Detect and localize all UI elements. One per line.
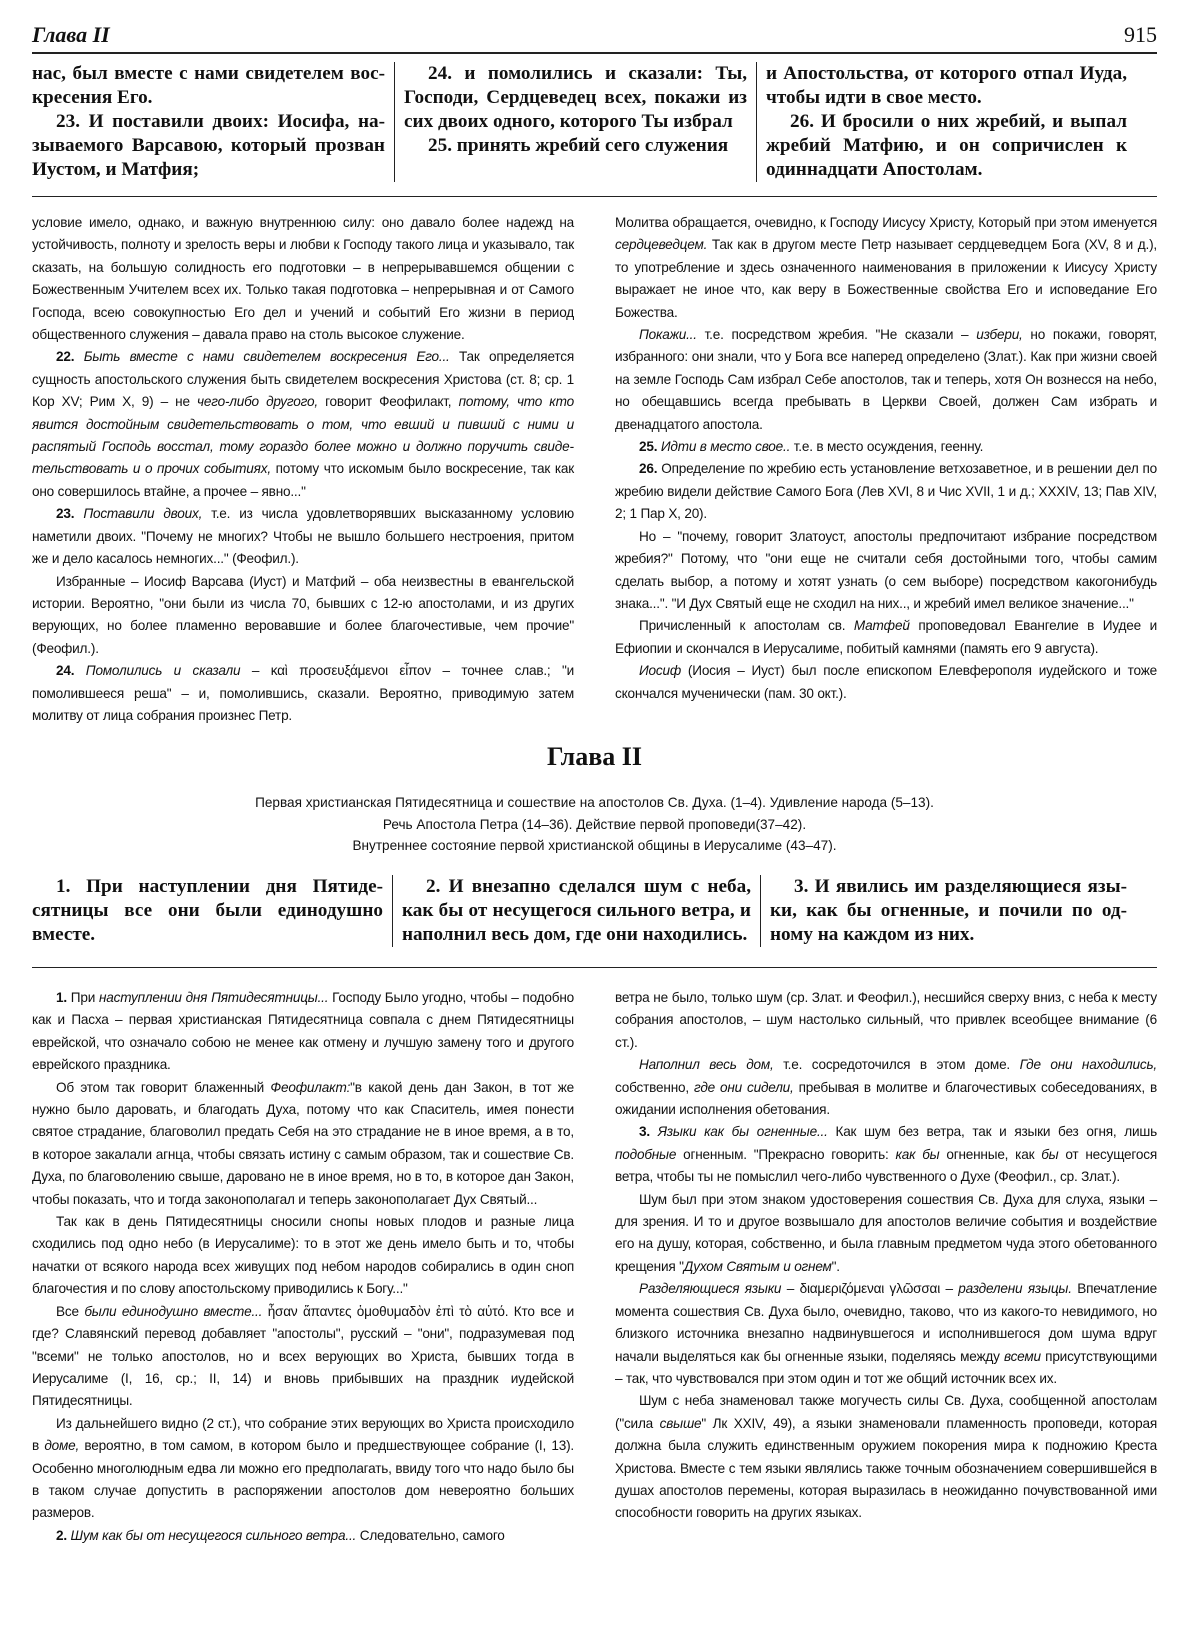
commentary-paragraph: 3. Языки как бы огненные... Как шум без ветра, так и языки без огня, лишь подобные огненным. "Прекрасно говорить: как бы огненные, как бы от несущегося ветра, чтобы ты не помыслил чего-либо чувственного о Духе (Феофил., ср. Злат.). — [615, 1124, 1158, 1185]
verse-text: 24. и помолились и сказали: Ты, Господи, Сердцеведец всех, покажи из сих двоих одного, которого Ты избрал — [404, 63, 747, 132]
commentary-paragraph: Шум был при этом знаком удостоверения сошествия Св. Духа для слуха, языки – для зрения. И то и другое возвышало для апостолов величие события и воздействие его на душу, которая, собственно, и была главным предметом чуда этого обетованного крещения "Духом Святым и огнем". — [615, 1191, 1157, 1274]
commentary-paragraph: ветра не было, только шум (ср. Злат. и Феофил.), несшийся сверху вниз, с неба к месту собрания апостолов, – шум настолько сильный, что привлек всеобщее внимание (6 ст.). — [615, 990, 1157, 1050]
commentary-paragraph: 24. Помолились и сказали – καὶ προσευξάμενοι εἶπον – точнее слав.; "и помолившееся реша" – и, помолившись, сказали. Вероятно, приводимую затем молитву от лица собрания произнес Петр. — [32, 663, 575, 723]
commentary-paragraph: Так как в день Пятидесятницы сносили снопы новых плодов и разные лица сходились под одно небо (в Иерусалиме): то в этот же день имело быть и то, чтобы начатки от всякого народа всех живущих под небом народов собирались в один сноп благочестия и по слову апостольскому приводились к Богу..." — [32, 1214, 574, 1297]
chapter-verse-block — [32, 875, 1157, 947]
commentary-paragraph: Разделяющиеся языки – διαμεριζόμεναι γλῶσσαι – разделени языцы. Впечатление момента сошествия Св. Духа было, очевидно, таково, что из какого-то невидимого, но близкого источника внезапно надвинувшегося и исполнившегося дом шума вдруг начали выделяться как бы огненные языки, поделяясь между всеми присутствующими – так, что чувствовался при этом один и тот же общий источник всех их. — [615, 1281, 1158, 1386]
commentary-paragraph: Молитва обращается, очевидно, к Господу Иисусу Христу, Который при этом именуется сердцеведцем. Так как в другом месте Петр называет сердцеведцем Бога (XV, 8 и д.), то употребление и здесь означенного наименования в приложении к Иисусу Христу выражает не иное что, как веру в Божественные свойства Его и исповедание Его Божества. — [615, 215, 1157, 320]
verse-column — [760, 875, 1127, 947]
chapter-heading: Глава II — [547, 742, 642, 771]
commentary-paragraph: Из дальнейшего видно (2 ст.), что собрание этих верующих во Христа происходило в доме, вероятно, в том самом, в котором было и предшествующее собрание (I, 13). Особенно многолюдным едва ли можно его предполагать, ввиду того что надо было бы в таком случае допустить в распоряжении апостолов дом невероятно больших размеров. — [32, 1415, 574, 1521]
commentary-column — [615, 212, 1157, 727]
chapter-summary-line: Речь Апостола Петра (14–36). Действие первой проповеди(37–42). — [382, 816, 807, 832]
commentary-paragraph: Избранные – Иосиф Варсава (Иуст) и Матфий – оба неизвестны в евангельской истории. Вероятно, "они были из числа 70, бывших с 12-ю апостолами, и из других верующих, но более пламенно веровавшие и более благочестивые, чем прочие" (Феофил.). — [32, 573, 574, 656]
chapter-commentary — [32, 987, 1157, 1547]
commentary-column — [615, 987, 1157, 1547]
commentary-paragraph: 26. Определение по жребию есть установление ветхозаветное, и в решении дел по жребию видели действие Самого Бога (Лев XVI, 8 и Чис XVII, 1 и д.; XXXIV, 13; Пав XIV, 2; 1 Пар X, 20). — [615, 461, 1157, 522]
commentary-paragraph: Об этом так говорит блаженный Феофилакт:"в какой день дан Закон, в тот же нужно было даровать, и благодать Духа, потому что как Спаситель, имея понести святое страдание, благоволил предать Себя на это страдание не в иное время, а в то, в которое закалали агнца, чтобы связать истину с самым образом, так и сошествие Св. Духа, по благоволению свыше, даровано не в иное время, но в то, в которое дан Закон, чтобы показать, что и тогда законополагал и теперь законополагает Дух Святый... — [32, 1079, 574, 1207]
commentary-paragraph: Но – "почему, говорит Златоуст, апостолы предпочитают избрание посредством жребия?" Потому, что "они еще не считали себя достойными того, чтобы самим сделать выбор, а потому и хотят узнать (о сем выборе) посредством какогонибудь знака...". "И Дух Святый еще не сходил на них.., и жребий имел великое значение..." — [615, 528, 1157, 611]
top-verse-block — [32, 62, 1157, 182]
verse-column — [394, 62, 756, 182]
verse-column — [756, 62, 1127, 182]
verse-text: нас, был вместе с нами свидетелем воскресения Его. — [32, 63, 385, 108]
page-number: 915 — [1124, 22, 1157, 47]
verse-column — [32, 875, 392, 947]
commentary-paragraph: Шум с неба знаменовал также могучесть силы Св. Духа, сообщенной апостолам ("сила свыше" Лк XXIV, 49), а языки знаменовали пламенность проповеди, которая должна была служить единственным оружием покорения мира к подножию Креста Христова. Вместе с тем языки являлись также точным обозначением совершившейся в душах апостолов перемены, которая выразилась в неожиданно почувствованной ими способности говорить на других языках. — [615, 1393, 1157, 1521]
verse-text: 23. И поставили двоих: Иосифа, называемого Варсавою, который прозван Иустом, и Матфия; — [32, 111, 385, 180]
verse-text: 25. принять жребий сего служения — [428, 135, 729, 156]
commentary-column — [32, 212, 574, 727]
verse-text: 1. При наступлении дня Пятидесятницы все они были единодушно вместе. — [32, 876, 383, 945]
commentary-paragraph: Наполнил весь дом, т.е. сосредоточился в этом доме. Где они находились, собственно, где они сидели, пребывая в молитве и благочестивых собеседованиях, в ожидании исполнения обетования. — [615, 1057, 1158, 1118]
divider-rule — [32, 196, 1157, 197]
verse-text: 2. И внезапно сделался шум с неба, как бы от несущегося сильного ветра, и наполнил весь дом, где они находились. — [402, 876, 751, 945]
verse-column — [392, 875, 760, 947]
top-commentary — [32, 212, 1157, 727]
chapter-summary-line: Внутреннее состояние первой христианской общины в Иерусалиме (43–47). — [352, 838, 837, 853]
commentary-paragraph: 22. Быть вместе с нами свидетелем воскресения Его... Так определяется сущность апостольского служения быть свидетелем воскресения Христова (ст. 8; ср. 1 Кор XV; Рим X, 9) – не чего-либо другого, говорит Феофилакт, потому, что кто явится достойным свидетельствовать о том, что евший и пивший с ними и распятый Господь восстал, тому гораздо более можно и должно поручить свидетельствовать и о прочих событиях, потому что искомым было воскресение, так как оно совершилось втайне, а прочее – явно..." — [32, 349, 575, 499]
chapter-summary — [120, 792, 1069, 857]
divider-rule — [32, 967, 1157, 968]
commentary-paragraph: 23. Поставили двоих, т.е. из числа удовлетворявших высказанному условию наметили двоих. "Почему не многих? Чтобы не вышло большего нестроения, притом же и дело касалось немногих..." (Феофил.). — [32, 506, 574, 567]
verse-text: и Апостольства, от которого отпал Иуда, чтобы идти в свое место. — [766, 63, 1127, 108]
commentary-paragraph: Все были единодушно вместе... ἦσαν ἅπαντες ὁμοθυμαδὸν ἐπὶ τὸ αὐτό. Кто все и где? Славянский перевод добавляет "апостолы", русский – "они", подразумевая под "всеми" не только апостолов, но и всех верующих во Христа, бывших тогда в Иерусалиме (I, 16, ср.; II, 14) и вновь прибывших на праздник иудейской Пятидесятницы. — [32, 1303, 575, 1409]
commentary-column — [32, 987, 574, 1547]
verse-text: 26. И бросили о них жребий, и выпал жребий Матфию, и он сопричислен к одиннадцати Апостолам. — [766, 111, 1127, 180]
commentary-paragraph: Причисленный к апостолам св. Матфей проповедовал Евангелие в Иудее и Ефиопии и скончался в Иерусалиме, побитый камнями (память его 9 августа). — [615, 618, 1157, 656]
commentary-paragraph: Покажи... т.е. посредством жребия. "Не сказали – избери, но покажи, говорят, избранного: они знали, что у Бога все наперед определено (Злат.). Как при жизни своей на земле Господь Сам избрал Себе апостолов, так и теперь, хотя Он вознесся на небо, но обещавшись всегда пребывать в Церкви Своей, должен Сам избрать и двенадцатого апостола. — [615, 327, 1157, 432]
commentary-paragraph: 2. Шум как бы от несущегося сильного ветра... Следовательно, самого — [56, 1527, 505, 1543]
commentary-paragraph: 25. Идти в место свое.. т.е. в место осуждения, геенну. — [639, 439, 984, 455]
commentary-paragraph: условие имело, однако, и важную внутреннюю силу: оно давало более надежд на устойчивость, полноту и зрелость веры и любви к Господу такого лица и указывало, так сказать, на большую солидность его подготовки – в непрерывавшемся общении с Божественным Учителем всех их. Только такая подготовка – непрерывная и от Самого Господа, всею совокупностью Его дел и учений и событий Его жизни в период общественного служения – давала право на столь высокое служение. — [32, 215, 574, 343]
chapter-summary-line: Первая христианская Пятидесятница и сошествие на апостолов Св. Духа. (1–4). Удивление народа (5–13). — [255, 795, 934, 810]
verse-text: 3. И явились им разделяющиеся языки, как бы огненные, и почили по одному на каждом из них. — [770, 876, 1127, 945]
commentary-paragraph: Иосиф (Иосия – Иуст) был после епископом Елевферополя иудейского и тоже скончался мученически (пам. 30 окт.). — [615, 663, 1157, 701]
verse-column — [32, 62, 394, 182]
running-header — [32, 18, 1157, 54]
running-header-chapter: Глава II — [32, 22, 110, 47]
commentary-paragraph: 1. При наступлении дня Пятидесятницы... Господу Было угодно, чтобы – подобно как и Пасха – первая христианская Пятидесятница совпала с днем Пятидесятницы еврейской, что означало собою не менее как отмену и лучшую замену того и другого еврейского праздника. — [32, 990, 574, 1073]
